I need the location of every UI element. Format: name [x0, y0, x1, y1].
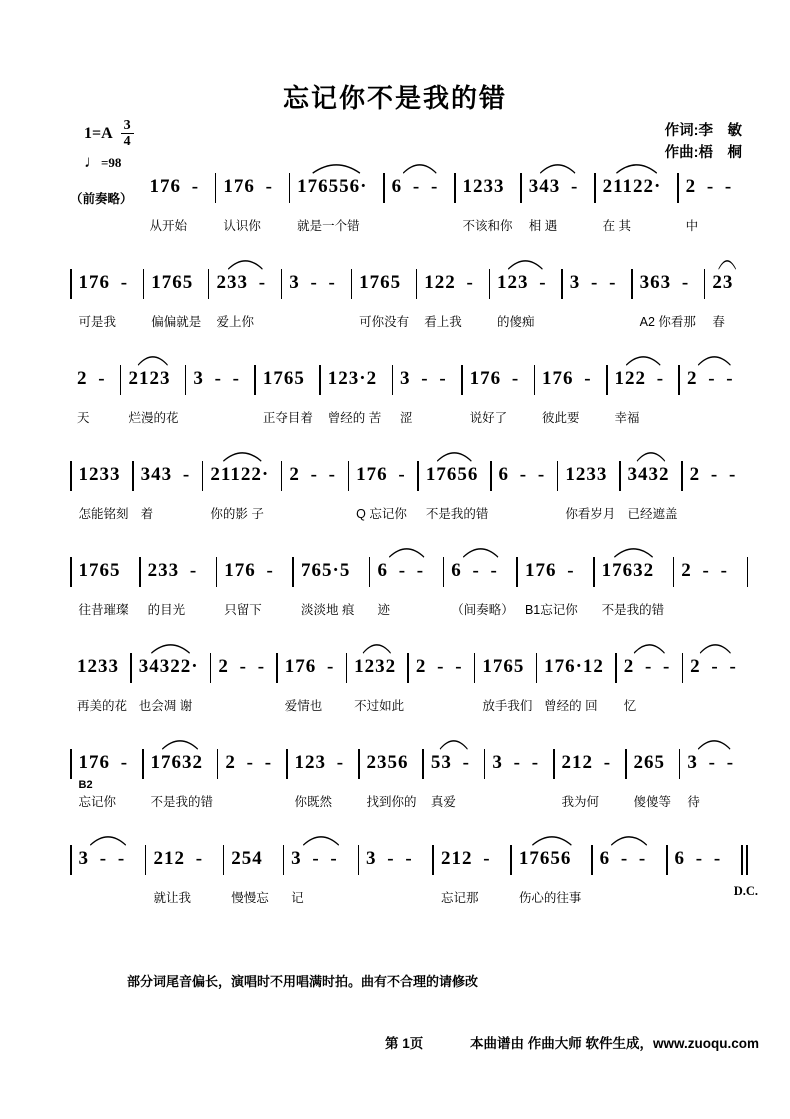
measure-notes: 2 - - [415, 656, 463, 677]
measure [705, 268, 748, 338]
measure [674, 556, 746, 626]
measure-notes: 2 - - [689, 464, 737, 485]
measure [186, 364, 254, 434]
measure-notes: 176·12 [544, 656, 604, 677]
measure [463, 364, 534, 434]
lyric-text: 中 [685, 219, 699, 233]
lyric-text: 找到你的 [366, 795, 417, 809]
measure-notes: 1765 [482, 656, 525, 677]
measure-notes: 212 - [440, 848, 491, 869]
measure-notes: 176 - [78, 752, 129, 773]
slur-tie-arc [539, 163, 576, 174]
lyric-text: 傻傻等 [633, 795, 672, 809]
lyric-text: 放手我们 [482, 699, 533, 713]
lyric-text: 涩 [400, 411, 413, 425]
measure [595, 556, 673, 626]
measure [456, 172, 521, 242]
measure-notes: 123 - [497, 268, 554, 298]
measure [209, 268, 280, 338]
measure-notes: 1232 [354, 652, 400, 682]
measure-notes: 17632 [602, 556, 666, 586]
slur-tie-arc [699, 643, 732, 654]
measure-notes: 1233 [77, 656, 119, 677]
lyric-text: 说好了 [469, 411, 508, 425]
measure-notes: 2356 [366, 752, 409, 773]
measure-notes: 2 - - [218, 656, 266, 677]
measure [683, 652, 748, 722]
measure-notes: 3 - - [687, 748, 741, 778]
measure [203, 460, 280, 530]
measure-notes: 3 - - [79, 844, 138, 874]
measure-notes: 176 - [284, 656, 335, 677]
lyric-text: 慢慢忘 [231, 891, 269, 905]
measure [434, 844, 510, 914]
measure [683, 460, 748, 530]
measure [617, 652, 682, 722]
lyric-text: 爱情也 [284, 699, 323, 713]
lyric-text: 也会凋 谢 [138, 699, 193, 713]
measure-notes: 233 - [147, 560, 198, 581]
slur-tie-arc [222, 451, 263, 462]
lyric-text: 天 [77, 411, 90, 425]
measure-notes: 53 - [431, 748, 477, 778]
lyric-text: 正夺目着 [262, 411, 313, 425]
lyric-text: 幸福 [614, 411, 640, 425]
measure [535, 364, 606, 434]
measure-notes: 6 - - [674, 848, 722, 869]
lyric-text: 淡淡地 痕 [300, 603, 355, 617]
measure [70, 364, 120, 434]
measure [558, 460, 619, 530]
measure-notes: 176 - [542, 368, 592, 389]
slur-tie-arc [697, 355, 732, 366]
measure-notes: 2 - - [225, 752, 273, 773]
measure [288, 748, 359, 818]
lyric-text: 在 其 [602, 219, 632, 233]
key-signature: 1=A [84, 124, 113, 142]
measure-notes: 2123 [128, 364, 177, 394]
credits-block [665, 120, 742, 164]
measure [352, 268, 416, 338]
quarter-note-icon: ♩ [84, 152, 101, 171]
measure [555, 748, 626, 818]
measure-notes: 3 - - [366, 848, 413, 869]
slur-tie-arc [436, 451, 473, 462]
measure-notes: 176 - [149, 176, 200, 197]
measure [256, 364, 319, 434]
measure [444, 556, 516, 626]
score-line [70, 364, 748, 460]
lyric-text: A2 你看那 [639, 315, 696, 329]
performance-footnote: 部分词尾音偏长，演唱时不用唱满时拍。曲有不合理的请修改 [127, 974, 479, 989]
slur-tie-arc [462, 547, 499, 558]
measure [419, 460, 490, 530]
measure [385, 172, 454, 242]
measure [608, 364, 679, 434]
lyric-text: 已经遮盖 [627, 507, 678, 521]
measure-notes: 123 - [294, 752, 345, 773]
measure-notes: 1765 [262, 368, 305, 389]
lyric-text: 就让我 [153, 891, 191, 905]
measure [359, 844, 432, 914]
lyric-text: 不是我的错 [601, 603, 665, 617]
measure [321, 364, 392, 434]
lyric-text: 不该和你 [462, 219, 513, 233]
measure-notes: 176 - [469, 368, 520, 389]
lyric-text: 忆 [623, 699, 637, 713]
song-title: 忘记你不是我的错 [282, 84, 507, 113]
measure-notes: 765·5 [300, 560, 351, 581]
lyric-text: 你看岁月 [565, 507, 616, 521]
measure-notes: 3 - - [569, 272, 617, 293]
measure [72, 460, 133, 530]
measure [522, 172, 594, 242]
measure-notes: 6 - - [600, 844, 659, 874]
measure-notes: 17656 [519, 844, 584, 874]
measure-notes: 176556· [297, 172, 376, 202]
measure-notes: 2 - - [687, 364, 741, 394]
measure [294, 556, 369, 626]
final-double-barline [741, 845, 748, 875]
measure [347, 652, 407, 722]
measure-notes: 6 - - [377, 556, 435, 586]
lyric-text: 怎能铭刻 [78, 507, 129, 521]
measure [475, 652, 535, 722]
lyric-text: 着 [140, 507, 154, 521]
measure-notes: 21122· [210, 460, 273, 490]
measure [284, 844, 357, 914]
lyric-text: 春 [712, 315, 725, 329]
measure [417, 268, 488, 338]
slur-tie-arc [150, 643, 191, 654]
measure-notes: 1765 [151, 272, 194, 293]
measure-notes: 212 - [561, 752, 612, 773]
lyric-text: B1忘记你 [524, 603, 578, 617]
lyric-text: 的目光 [147, 603, 186, 617]
measure-notes: 123·2 [327, 368, 378, 389]
lyric-text: 曾经的 苦 [327, 411, 382, 425]
measure [72, 556, 140, 626]
measure [593, 844, 666, 914]
lyric-text: Q 忘记你 [356, 507, 407, 521]
measure [409, 652, 474, 722]
measure [218, 748, 286, 818]
lyric-text: 可你没有 [359, 315, 410, 329]
page-number: 第 1页 [385, 1036, 424, 1051]
measure [492, 460, 557, 530]
measure [490, 268, 561, 338]
slur-tie-arc [613, 547, 654, 558]
end-barline [747, 557, 749, 587]
measure [144, 268, 208, 338]
lyric-text: （间奏略） [451, 603, 514, 617]
intro-omitted-note: （前奏略） [70, 192, 133, 206]
score-line [70, 556, 748, 652]
slur-tie-arc [507, 259, 544, 270]
measure-notes: 34322· [139, 652, 203, 682]
measure-notes: 176 - [78, 272, 129, 293]
tempo-marking [84, 152, 134, 172]
measure-notes: 122 - [424, 272, 474, 293]
lyric-text: 你的影 子 [210, 507, 264, 521]
measure-notes: 6 - - [451, 556, 509, 586]
lyric-text: 再美的花 [77, 699, 128, 713]
measure-notes: 6 - - [392, 172, 447, 202]
measure [282, 460, 347, 530]
slur-tie-arc [633, 643, 666, 654]
section-label: B2 [78, 779, 93, 791]
time-signature-denominator: 4 [121, 133, 134, 149]
measure-notes: 3 - - [400, 368, 447, 389]
measure [537, 652, 615, 722]
slur-tie-arc [362, 643, 392, 654]
measure [370, 556, 442, 626]
score-line [70, 844, 758, 940]
measure [290, 172, 383, 242]
slur-tie-arc [718, 259, 736, 270]
measure [627, 748, 679, 818]
measure [141, 556, 216, 626]
measure [680, 364, 748, 434]
lyric-text: 忘记你 [78, 795, 117, 809]
key-tempo-block [84, 118, 134, 172]
lyric-text: 烂漫的花 [128, 411, 179, 425]
measure [621, 460, 682, 530]
slur-tie-arc [302, 835, 340, 846]
lyric-text: 曾经的 回 [544, 699, 598, 713]
measure-notes: 1233 [462, 176, 505, 197]
slur-tie-arc [227, 259, 264, 270]
measure [680, 748, 748, 818]
measure-notes: 17656 [426, 460, 483, 490]
measure [485, 748, 553, 818]
measure-notes: 1765 [359, 272, 402, 293]
measure-notes: 1765 [78, 560, 121, 581]
measure [216, 172, 288, 242]
measure-notes: 343 - [140, 464, 191, 485]
lyric-text: 可是我 [78, 315, 117, 329]
slur-tie-arc [388, 547, 425, 558]
lyric-text: 看上我 [424, 315, 462, 329]
measure-notes: 2 - - [289, 464, 336, 485]
measure-notes: 1233 [565, 464, 608, 485]
measure-notes: 17632 [151, 748, 210, 778]
measure-notes: 176 - [224, 560, 274, 581]
measure-notes: 265 [633, 752, 665, 773]
measure [144, 748, 217, 818]
score-line [70, 652, 748, 748]
measure-notes: 3432 [628, 460, 675, 490]
measure [121, 364, 184, 434]
lyric-text: 待 [687, 795, 700, 809]
measure [393, 364, 461, 434]
measure-notes: 3 - - [193, 368, 241, 389]
measure [518, 556, 593, 626]
lyric-text: 不过如此 [354, 699, 405, 713]
slur-tie-arc [137, 355, 169, 366]
slur-tie-arc [531, 835, 573, 846]
measure-notes: 176 - [223, 176, 273, 197]
lyric-text: 不是我的错 [425, 507, 489, 521]
lyric-text: 认识你 [223, 219, 261, 233]
measure [679, 172, 748, 242]
lyric-text: 伤心的往事 [518, 891, 582, 905]
measure-notes: 122 - [615, 364, 672, 394]
measure-notes: 343 - [529, 172, 587, 202]
score-line [70, 460, 748, 556]
slur-tie-arc [636, 451, 666, 462]
measure-notes: 254 [231, 848, 263, 869]
measure-notes: 3 - - [289, 272, 336, 293]
measure [278, 652, 346, 722]
lyric-text: 忘记那 [440, 891, 479, 905]
measure [563, 268, 631, 338]
da-capo-mark: D.C. [733, 884, 758, 898]
score-line [70, 748, 748, 844]
lyric-text: 从开始 [149, 219, 188, 233]
measure-notes: 23 [712, 268, 741, 298]
measure [360, 748, 423, 818]
score-line [70, 172, 748, 268]
measure [72, 748, 143, 818]
tempo-value: =98 [101, 155, 122, 170]
measure-notes: 2 - - [624, 652, 675, 682]
measure [633, 268, 704, 338]
measure-notes: 363 - [639, 272, 690, 293]
time-signature [121, 118, 134, 149]
measure-notes: 176 - [356, 464, 406, 485]
lyric-text: 不是我的错 [150, 795, 214, 809]
measure-notes: 2 - - [685, 176, 733, 197]
measure [211, 652, 276, 722]
measure [217, 556, 292, 626]
lyric-text: 你既然 [294, 795, 333, 809]
lyric-text: 的傻痴 [497, 315, 535, 329]
lyric-text: 只留下 [224, 603, 262, 617]
measure-notes: 1233 [78, 464, 121, 485]
measure-notes: 3 - - [291, 844, 350, 874]
generator-credit: 本曲谱由 作曲大师 软件生成，www.zuoqu.com [470, 1036, 759, 1051]
lyric-text: 爱上你 [216, 315, 254, 329]
score-area [70, 172, 758, 940]
slur-tie-arc [89, 835, 127, 846]
measure-notes: 6 - - [498, 464, 546, 485]
composer-credit: 作曲:梧 桐 [664, 145, 742, 161]
lyric-text: 相 遇 [528, 219, 558, 233]
slur-tie-arc [697, 739, 731, 750]
measure-notes: 212 - [153, 848, 204, 869]
measure-notes: 3 - - [492, 752, 540, 773]
lyric-text: 彼此要 [542, 411, 580, 425]
lyric-text: 就是一个错 [297, 219, 360, 233]
measure [596, 172, 678, 242]
lyric-text: 往昔璀璨 [78, 603, 129, 617]
lyric-text: 偏偏就是 [151, 315, 202, 329]
measure [668, 844, 741, 914]
measure [512, 844, 591, 914]
measure-notes: 176 - [524, 560, 575, 581]
lyric-text: 真爱 [430, 795, 456, 809]
measure-notes: 2 - - [681, 560, 728, 581]
slur-tie-arc [615, 163, 658, 174]
lyric-text: 我为何 [561, 795, 600, 809]
time-signature-numerator: 3 [123, 118, 131, 133]
lyric-text: 记 [291, 891, 304, 905]
measure [424, 748, 484, 818]
measure-notes: 2 - [77, 368, 106, 389]
lyricist-credit: 作词:李 敏 [664, 123, 742, 139]
slur-tie-arc [402, 163, 437, 174]
measure-notes: 21122· [603, 172, 671, 202]
measure [349, 460, 417, 530]
measure [282, 268, 350, 338]
slur-tie-arc [311, 163, 362, 174]
measure [224, 844, 282, 914]
measure [72, 844, 145, 914]
measure-notes: 2 - - [690, 652, 741, 682]
measure [72, 268, 143, 338]
slur-tie-arc [610, 835, 648, 846]
slur-tie-arc [439, 739, 468, 750]
score-line [70, 268, 748, 364]
measure [132, 652, 210, 722]
measure [134, 460, 202, 530]
slur-tie-arc [625, 355, 661, 366]
measure-notes: 233 - [216, 268, 273, 298]
measure [70, 652, 130, 722]
measure [143, 172, 215, 242]
slur-tie-arc [161, 739, 199, 750]
lyric-text: 迹 [377, 603, 390, 617]
measure [146, 844, 222, 914]
